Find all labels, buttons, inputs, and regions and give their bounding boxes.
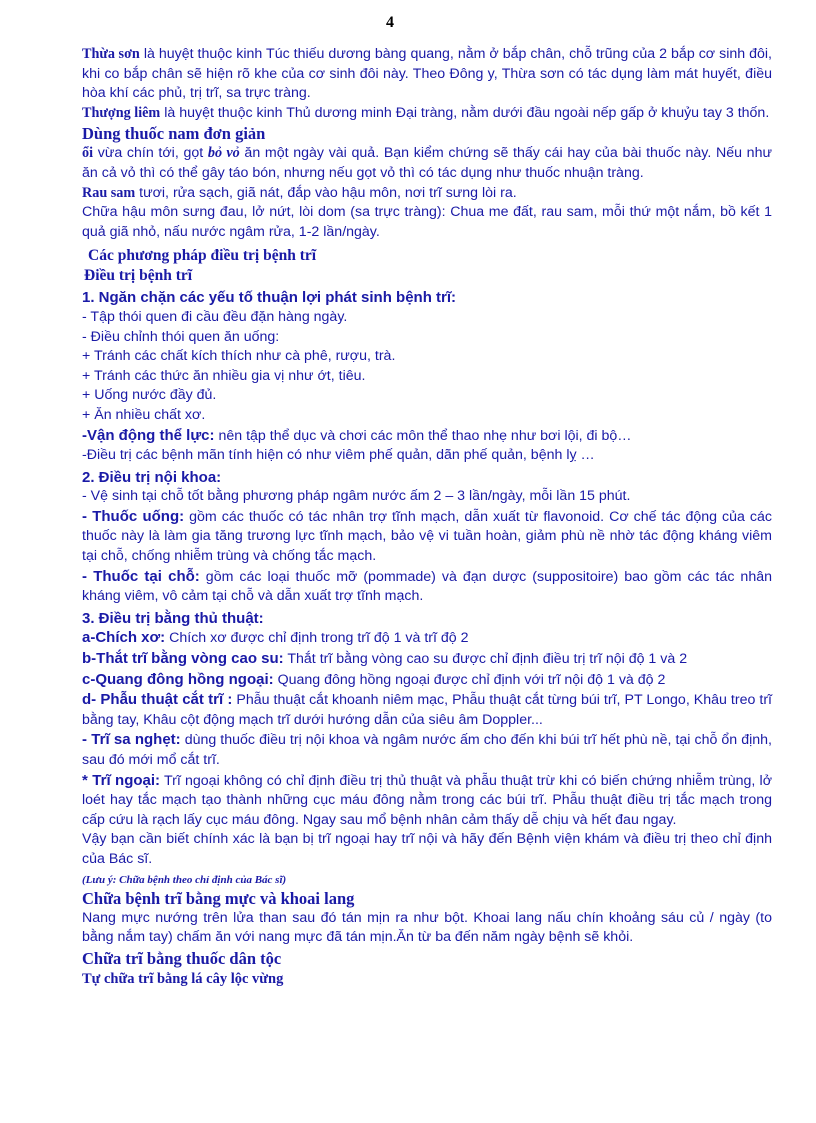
paragraph-text: Phẫu thuật cắt khoanh niêm mạc, Phẫu thuật cắt từng búi trĩ, PT Longo, Khâu treo trĩ bằng tay, Khâu cột động mạch trĩ dưới hướng dẫn của siêu âm Doppler... [82,692,772,728]
paragraph-text: ăn một ngày vài quả. Bạn kiểm chứng sẽ thấy cái hay của bài thuốc này. Nếu như ăn cả vỏ thì có thể gây táo bón, nhưng nếu gọt vỏ thì có tác dụng như thuốc nhuận tràng. [82,145,772,181]
paragraph-text: nên tập thể dục và chơi các môn thể thao nhẹ như bơi lội, đi bộ… [214,427,632,444]
list-item-tri-sa-nghet [82,730,772,770]
heading-thuoc-dan-toc: Chữa trĩ bằng thuốc dân tộc [82,948,282,968]
paragraph-text: gồm các thuốc có tác nhân trợ tĩnh mạch, dẫn xuất từ flavonoid. Cơ chế tác động của các thuốc này là làm gia tăng trương lực tĩnh mạch, bảo vệ vi tuần hoàn, giảm phù nề nhờ tác động kháng viêm tại chỗ, chống nhiễm trùng và chống tắc mạch. [82,508,773,565]
heading-noi-khoa: 2. Điều trị nội khoa: [82,468,222,486]
term-tri-ngoai: * Trĩ ngoại: [82,771,161,789]
list-item-chich-xo [82,628,772,649]
term-oi: ổi [82,145,94,162]
term-chich-xo: a-Chích xơ: [82,629,166,647]
list-item: + Tránh các chất kích thích như cà phê, rượu, trà. [82,348,396,365]
list-item-van-dong [82,426,772,447]
term-tri-sa-nghet: - Trĩ sa nghẹt: [82,731,181,749]
heading-dieu-tri: Điều trị bệnh trĩ [84,267,193,285]
list-item: + Uống nước đầy đủ. [82,387,217,404]
term-bo-vo: bỏ vỏ [207,145,240,162]
list-item: - Điều chỉnh thói quen ăn uống: [82,328,280,345]
heading-thu-thuat: 3. Điều trị bằng thủ thuật: [82,609,264,627]
term-thuong-liem: Thượng liêm [82,104,161,121]
page-number: 4 [386,14,394,31]
paragraph-muc-khoai-lang: Nang mực nướng trên lửa than sau đó tán mịn ra như bột. Khoai lang nấu chín khoảng sáu củ / ngày (to bằng nắm tay) chấm ăn với nang mực đã tán mịn.Ăn từ ba đến năm ngày bệnh sẽ khỏi. [82,909,772,946]
list-item: - Vệ sinh tại chỗ tốt bằng phương pháp ngâm nước ấm 2 – 3 lần/ngày, mỗi lần 15 phút. [82,488,631,505]
term-thuoc-uong: - Thuốc uống: [82,507,185,525]
paragraph-text: gồm các loại thuốc mỡ (pommade) và đạn dược (suppositoire) bao gồm các tác nhân kháng viêm, vô cảm tại chỗ và dẫn xuất trợ tĩnh mạch. [82,568,772,605]
term-van-dong: -Vận động thể lực: [82,426,215,444]
heading-ngan-chan: 1. Ngăn chặn các yếu tố thuận lợi phát sinh bệnh trĩ: [82,289,457,307]
list-item-that-tri [82,649,772,670]
heading-phuong-phap: Các phương pháp điều trị bệnh trĩ [88,247,317,265]
paragraph-rau-sam [82,184,772,204]
list-item: -Điều trị các bệnh mãn tính hiện có như viêm phế quản, dãn phế quản, bệnh lỵ … [82,447,595,464]
paragraph-text: là huyệt thuộc kinh Túc thiếu dương bàng quang, nằm ở bắp chân, chỗ trũng của 2 bắp cơ sinh đôi, khi co bắp chân sẽ hiện rõ khe của cơ sinh đôi này. Theo Đông y, Thừa sơn có tác dụng làm mát huyết, điều hòa khí các phủ, trị trĩ, sa trực tràng. [82,46,772,102]
paragraph-oi [82,144,772,183]
paragraph-text: dùng thuốc điều trị nội khoa và ngâm nước ấm cho đến khi búi trĩ hết phù nề, tại chỗ ổn định, sau đó mới mổ cắt trĩ. [82,732,772,768]
list-item-tri-ngoai [82,771,772,831]
term-rau-sam: Rau sam [82,184,136,201]
heading-muc-khoai-lang: Chữa bệnh trĩ bằng mực và khoai lang [82,888,355,908]
document-body [82,0,772,989]
list-item-thuoc-uong [82,507,772,567]
paragraph-chua-hau-mon: Chữa hậu môn sưng đau, lở nứt, lòi dom (sa trực tràng): Chua me đất, rau sam, mỗi thứ một nắm, bồ kết 1 quả giã nhỏ, nấu nước ngâm rửa, 1-2 lần/ngày. [82,204,772,240]
heading-loc-vung: Tự chữa trĩ bằng lá cây lộc vừng [82,970,284,987]
paragraph-text: là huyệt thuộc kinh Thủ dương minh Đại tràng, nằm dưới đầu ngoài nếp gấp ở khuỷu tay 3 thốn. [160,104,770,121]
paragraph-text: Trĩ ngoại không có chỉ định điều trị thủ thuật và phẫu thuật trừ khi có biến chứng nhiễm trùng, lở loét hay tắc mạch tạo thành những cục máu đông nằm trong các búi trĩ. Phẫu thuật điều trị tắc mạch trong cấp cứu là rạch lấy cục máu đông. Ngay sau mổ bệnh nhân cảm thấy dễ chịu và hết đau ngay. [82,772,773,828]
note-luu-y: (Lưu ý: Chữa bệnh theo chỉ định của Bác sĩ) [82,873,287,886]
term-phau-thuat: d- Phẫu thuật cắt trĩ : [82,691,233,709]
heading-thuoc-nam: Dùng thuốc nam đơn giản [82,124,266,144]
paragraph-text: tươi, rửa sạch, giã nát, đắp vào hậu môn, nơi trĩ sưng lòi ra. [135,184,517,201]
term-thuoc-tai-cho: - Thuốc tại chỗ: [82,567,200,585]
list-item-quang-dong [82,670,772,691]
term-thua-son: Thừa sơn [82,46,140,62]
list-item-phau-thuat [82,690,772,730]
paragraph-ket-luan: Vậy bạn cần biết chính xác là bạn bị trĩ ngoại hay trĩ nội và hãy đến Bệnh viện khám và điều trị theo chỉ định của Bác sĩ. [82,831,772,867]
paragraph-thuong-liem [82,104,772,124]
paragraph-text: Quang đông hồng ngoại được chỉ định với trĩ nội độ 1 và độ 2 [273,671,666,688]
list-item: + Tránh các thức ăn nhiều gia vị như ớt, tiêu. [82,367,366,384]
list-item: - Tập thói quen đi cầu đều đặn hàng ngày. [82,308,348,325]
paragraph-text: Chích xơ được chỉ định trong trĩ độ 1 và trĩ độ 2 [165,630,469,647]
term-that-tri: b-Thắt trĩ bằng vòng cao su: [82,650,284,668]
paragraph-text: vừa chín tới, gọt [93,145,208,162]
paragraph-text: Thắt trĩ bằng vòng cao su được chỉ định điều trị trĩ nội độ 1 và 2 [283,651,688,668]
term-quang-dong: c-Quang đông hồng ngoại: [82,670,274,688]
paragraph-thua-son [82,45,772,104]
list-item: + Ăn nhiều chất xơ. [82,406,206,423]
list-item-thuoc-tai-cho [82,567,772,607]
